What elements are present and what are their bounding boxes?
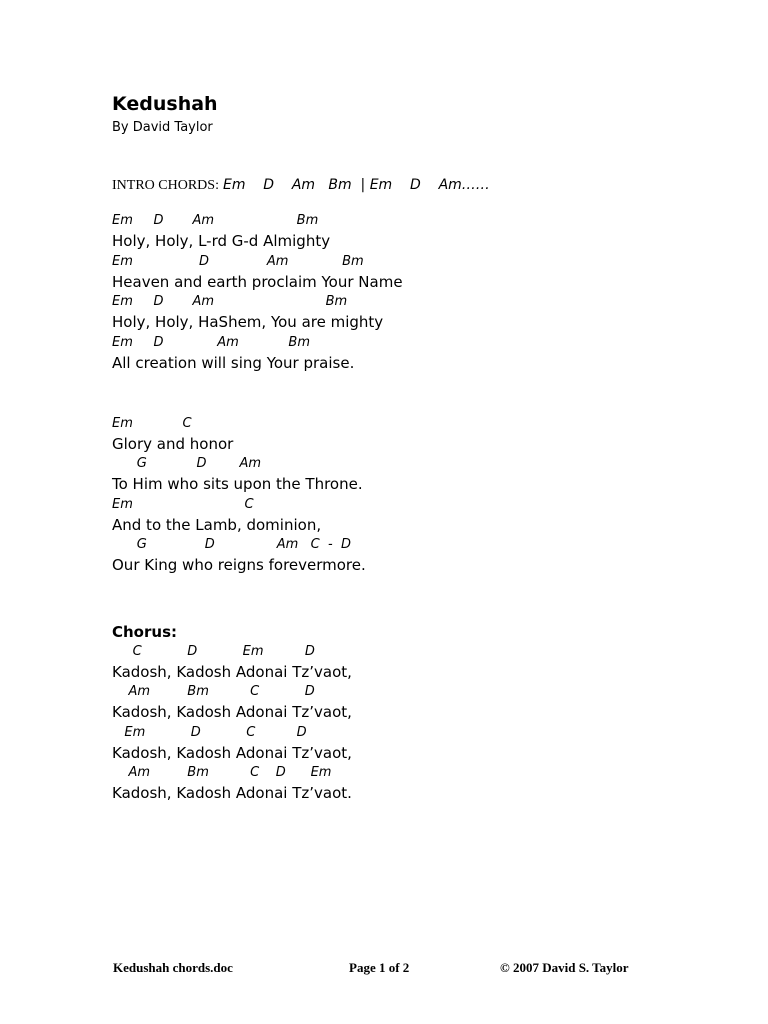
verse1-chord-line-2: Em D Am Bm	[112, 254, 364, 269]
verse1-lyric-line-4: All creation will sing Your praise.	[112, 354, 355, 372]
verse2-chord-line-2: G D Am	[112, 456, 262, 471]
verse2-chord-line-4: G D Am C - D	[112, 537, 351, 552]
chorus-chord-line-1: C D Em D	[112, 644, 315, 659]
chorus-chord-line-2: Am Bm C D	[112, 684, 315, 699]
footer-filename: Kedushah chords.doc	[113, 960, 233, 975]
verse1-lyric-line-2: Heaven and earth proclaim Your Name	[112, 273, 403, 291]
chorus-chord-line-3: Em D C D	[112, 725, 307, 740]
verse1-chord-line-1: Em D Am Bm	[112, 213, 319, 228]
verse2-lyric-line-3: And to the Lamb, dominion,	[112, 516, 322, 534]
verse2-lyric-line-2: To Him who sits upon the Throne.	[112, 475, 363, 493]
chorus-lyric-line-1: Kadosh, Kadosh Adonai Tz’vaot,	[112, 663, 352, 681]
intro-chords-line	[112, 175, 490, 196]
chorus-lyric-line-2: Kadosh, Kadosh Adonai Tz’vaot,	[112, 703, 352, 721]
verse1-chord-line-3: Em D Am Bm	[112, 294, 348, 309]
verse2-lyric-line-4: Our King who reigns forevermore.	[112, 556, 366, 574]
chorus-lyric-line-4: Kadosh, Kadosh Adonai Tz’vaot.	[112, 784, 352, 802]
chorus-chord-line-4: Am Bm C D Em	[112, 765, 332, 780]
verse2-chord-line-3: Em C	[112, 497, 254, 512]
footer-page-number: Page 1 of 2	[349, 960, 410, 975]
verse1-lyric-line-1: Holy, Holy, L-rd G-d Almighty	[112, 232, 331, 250]
verse1-chord-line-4: Em D Am Bm	[112, 335, 310, 350]
footer-copyright: © 2007 David S. Taylor	[500, 960, 629, 975]
song-author: By David Taylor	[112, 120, 213, 135]
chorus-heading: Chorus:	[112, 623, 177, 641]
verse2-chord-line-1: Em C	[112, 416, 192, 431]
chorus-lyric-line-3: Kadosh, Kadosh Adonai Tz’vaot,	[112, 744, 352, 762]
verse1-lyric-line-3: Holy, Holy, HaShem, You are mighty	[112, 313, 384, 331]
verse2-lyric-line-1: Glory and honor	[112, 435, 234, 453]
intro-label: INTRO CHORDS:	[112, 178, 219, 193]
song-title: Kedushah	[112, 93, 218, 115]
intro-chord-sequence: Em D Am Bm | Em D Am……	[222, 177, 490, 193]
